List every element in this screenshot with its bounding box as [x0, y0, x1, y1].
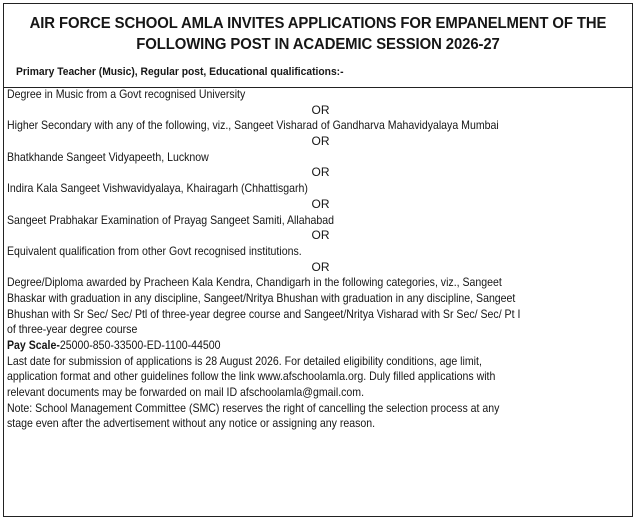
last-date-line-1: Last date for submission of applications is 28 August 2026. For detailed eligibility conditions, age limit, [7, 353, 482, 368]
diploma-line-3: Bhushan with Sr Sec/ Sec/ Ptl of three-year degree course and Sangeet/Nritya Visharad with Sr Sec/ Sec/ Pt I [7, 306, 521, 321]
qualification-4: Indira Kala Sangeet Vishwavidyalaya, Khairagarh (Chhattisgarh) [7, 181, 308, 196]
notice-body [7, 87, 634, 432]
post-description: Primary Teacher (Music), Regular post, Educational qualifications:- [16, 66, 344, 78]
qualification-3: Bhatkhande Sangeet Vidyapeeth, Lucknow [7, 149, 209, 164]
last-date-line-2: application format and other guidelines follow the link www.afschoolamla.org. Duly filled applications with [7, 369, 496, 384]
pay-scale-value: 25000-850-33500-ED-1100-44500 [59, 338, 221, 352]
diploma-line-1: Degree/Diploma awarded by Pracheen Kala Kendra, Chandigarh in the following categories, viz., Sangeet [7, 275, 502, 290]
or-separator: OR [311, 228, 330, 243]
qualification-6: Equivalent qualification from other Govt recognised institutions. [7, 243, 302, 258]
qualification-1: Degree in Music from a Govt recognised University [7, 87, 246, 101]
pay-scale [7, 338, 559, 354]
notice-title [26, 13, 610, 55]
title-line-1: AIR FORCE SCHOOL AMLA INVITES APPLICATIONS FOR EMPANELMENT OF THE [29, 15, 607, 32]
or-separator: OR [311, 134, 330, 149]
or-separator: OR [311, 196, 330, 211]
diploma-line-4: of three-year degree course [7, 322, 138, 337]
last-date-line-3: relevant documents may be forwarded on mail ID afschoolamla@gmail.com. [7, 385, 365, 400]
diploma-line-2: Bhaskar with graduation in any discipline, Sangeet/Nritya Bhushan with graduation in any discipline, Sangeet [7, 290, 516, 305]
title-line-2: FOLLOWING POST IN ACADEMIC SESSION 2026-27 [136, 36, 500, 53]
note-line-1: Note: School Management Committee (SMC) reserves the right of cancelling the selection process at any [7, 400, 500, 415]
or-separator: OR [311, 102, 330, 117]
pay-scale-label: Pay Scale- [7, 338, 60, 352]
qualification-2: Higher Secondary with any of the following, viz., Sangeet Visharad of Gandharva Mahavidyalaya Mumbai [7, 118, 499, 133]
or-separator: OR [311, 259, 330, 274]
qualification-5: Sangeet Prabhakar Examination of Prayag Sangeet Samiti, Allahabad [7, 212, 334, 227]
or-separator: OR [311, 165, 330, 180]
note-line-2: stage even after the advertisement without any notice or assigning any reason. [7, 416, 376, 431]
notice-header [4, 4, 632, 88]
